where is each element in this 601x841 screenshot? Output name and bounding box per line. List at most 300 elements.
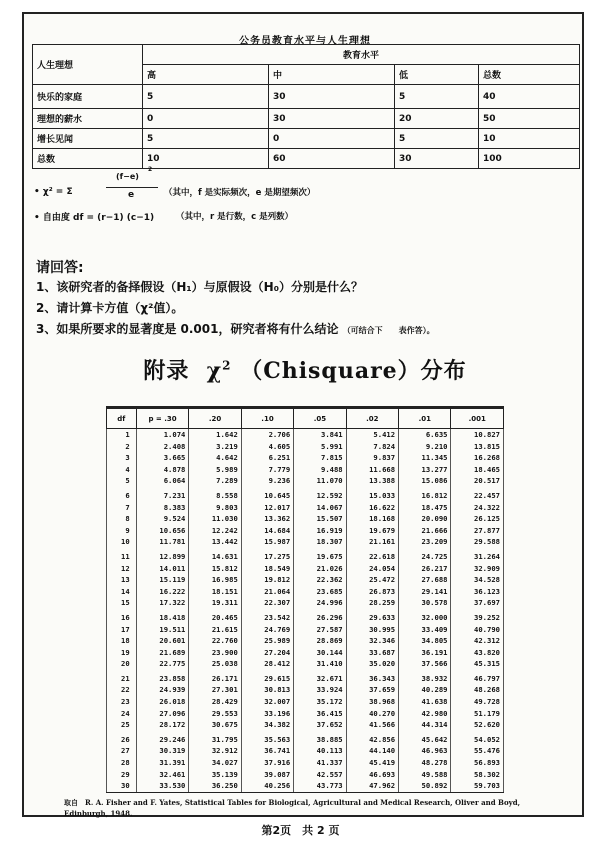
question-2: [36, 299, 183, 316]
chi-value-cell: 4.642: [189, 452, 241, 464]
chi-value-cell: 25.472: [346, 574, 398, 586]
chi-value-cell: 36.343: [346, 670, 398, 685]
chi-value-cell: 21.615: [189, 624, 241, 636]
chi-table-row: [107, 684, 504, 696]
chi-value-cell: 37.697: [451, 597, 504, 609]
chi-table-row: [107, 475, 504, 487]
chi-value-cell: 33.924: [294, 684, 346, 696]
chi-value-cell: 50.892: [399, 780, 451, 792]
chi-table-row: [107, 780, 504, 792]
df-cell: 13: [107, 574, 137, 586]
chi-table-row: [107, 548, 504, 563]
df-cell: 14: [107, 586, 137, 598]
df-cell: 8: [107, 513, 137, 525]
table-cell: 60: [269, 149, 395, 169]
chi-value-cell: 34.528: [451, 574, 504, 586]
table-cell: 50: [479, 109, 580, 129]
chi-value-cell: 12.899: [136, 548, 189, 563]
chi-value-cell: 30.144: [294, 647, 346, 659]
chi-value-cell: 7.289: [189, 475, 241, 487]
df-cell: 29: [107, 769, 137, 781]
column-header: 低: [395, 65, 479, 85]
chi-value-cell: 33.687: [346, 647, 398, 659]
chi-value-cell: 13.388: [346, 475, 398, 487]
chi-value-cell: 46.693: [346, 769, 398, 781]
chi-value-cell: 38.885: [294, 731, 346, 746]
chi-value-cell: 9.803: [189, 502, 241, 514]
chi-value-cell: 15.507: [294, 513, 346, 525]
chi-value-cell: 18.465: [451, 464, 504, 476]
chi-value-cell: 23.858: [136, 670, 189, 685]
chi-value-cell: 45.642: [399, 731, 451, 746]
chi-value-cell: 4.605: [241, 441, 293, 453]
chi-value-cell: 22.760: [189, 635, 241, 647]
chi-value-cell: 11.781: [136, 536, 189, 548]
chi-table-row: [107, 719, 504, 731]
chi-value-cell: 35.020: [346, 658, 398, 670]
question-1: [36, 278, 363, 295]
chi-value-cell: 9.236: [241, 475, 293, 487]
table-row: [33, 149, 580, 169]
chi-value-cell: 14.067: [294, 502, 346, 514]
chi-value-cell: 25.989: [241, 635, 293, 647]
chi-value-cell: 48.268: [451, 684, 504, 696]
chi-symbol: χ: [206, 358, 223, 384]
chi-table-row: [107, 441, 504, 453]
df-cell: 11: [107, 548, 137, 563]
source-citation: 取自 R. A. Fisher and F. Yates, Statistical Tables for Biological, Agricultural and Medical Research, Oliver and Boyd, Edinburgh, 1948.: [64, 798, 521, 818]
chi-value-cell: 40.256: [241, 780, 293, 792]
chi-value-cell: 22.362: [294, 574, 346, 586]
chi-value-cell: 13.442: [189, 536, 241, 548]
chi-value-cell: 18.151: [189, 586, 241, 598]
chi-value-cell: 4.878: [136, 464, 189, 476]
chi-value-cell: 20.465: [189, 609, 241, 624]
table-row: [33, 129, 580, 149]
chi-value-cell: 3.665: [136, 452, 189, 464]
chi-value-cell: 48.278: [399, 757, 451, 769]
chi-value-cell: 19.812: [241, 574, 293, 586]
question-text: 2、请计算卡方值（χ²值）。: [36, 301, 184, 315]
chi-table-row: [107, 658, 504, 670]
chi-value-cell: 11.070: [294, 475, 346, 487]
chi-value-cell: 18.475: [399, 502, 451, 514]
appendix-title: [24, 354, 586, 385]
df-cell: 30: [107, 780, 137, 792]
formula-denominator: e: [128, 190, 135, 200]
chi-value-cell: 3.841: [294, 429, 346, 441]
chi-table-row: [107, 597, 504, 609]
chi-value-cell: 30.319: [136, 745, 189, 757]
chi-value-cell: 19.675: [294, 548, 346, 563]
chi-value-cell: 51.179: [451, 708, 504, 720]
chi-table-row: [107, 563, 504, 575]
chi-value-cell: 17.275: [241, 548, 293, 563]
df-formula: • 自由度 df = (r−1) (c−1): [34, 213, 155, 223]
chi-value-cell: 38.932: [399, 670, 451, 685]
chi-table-row: [107, 513, 504, 525]
chi-value-cell: 30.578: [399, 597, 451, 609]
chi-column-header: df: [107, 409, 137, 429]
chi-value-cell: 22.618: [346, 548, 398, 563]
chi-value-cell: 22.307: [241, 597, 293, 609]
chi-value-cell: 32.912: [189, 745, 241, 757]
formula-numerator: (f−e): [116, 172, 139, 181]
df-cell: 23: [107, 696, 137, 708]
chi-table-row: [107, 429, 504, 441]
chi-value-cell: 31.795: [189, 731, 241, 746]
chi-value-cell: 33.196: [241, 708, 293, 720]
chi-table-row: [107, 502, 504, 514]
chi-value-cell: 16.919: [294, 525, 346, 537]
chi-value-cell: 26.296: [294, 609, 346, 624]
chi-value-cell: 6.635: [399, 429, 451, 441]
formula-exponent: 2: [148, 166, 153, 173]
chi-column-header: .001: [451, 409, 504, 429]
chi-value-cell: 24.769: [241, 624, 293, 636]
chi-value-cell: 24.725: [399, 548, 451, 563]
chi-value-cell: 13.362: [241, 513, 293, 525]
chi-value-cell: 36.415: [294, 708, 346, 720]
chi-value-cell: 37.652: [294, 719, 346, 731]
chi-value-cell: 58.302: [451, 769, 504, 781]
chi-table-row: [107, 464, 504, 476]
chi-value-cell: 36.123: [451, 586, 504, 598]
column-header: 中: [269, 65, 395, 85]
chi-value-cell: 23.542: [241, 609, 293, 624]
chi-value-cell: 13.815: [451, 441, 504, 453]
df-cell: 7: [107, 502, 137, 514]
chi-table-row: [107, 647, 504, 659]
df-cell: 26: [107, 731, 137, 746]
chi-formula-lhs: • χ² = Σ: [34, 187, 73, 197]
chi-value-cell: 22.457: [451, 487, 504, 502]
table-header-row: [33, 45, 580, 65]
chi-value-cell: 8.558: [189, 487, 241, 502]
questions-heading: 请回答:: [36, 260, 84, 276]
chi-value-cell: 36.741: [241, 745, 293, 757]
df-cell: 17: [107, 624, 137, 636]
appendix-suffix: （Chisquare）分布: [240, 358, 467, 384]
chi-value-cell: 19.311: [189, 597, 241, 609]
chi-value-cell: 55.476: [451, 745, 504, 757]
chi-superscript: 2: [222, 358, 232, 373]
chi-value-cell: 33.530: [136, 780, 189, 792]
df-cell: 6: [107, 487, 137, 502]
df-cell: 25: [107, 719, 137, 731]
chi-value-cell: 7.815: [294, 452, 346, 464]
table-title: 公务员教育水平与人生理想: [239, 36, 371, 47]
chi-value-cell: 12.242: [189, 525, 241, 537]
chi-table-body: [107, 429, 504, 792]
chi-value-cell: 45.315: [451, 658, 504, 670]
chi-value-cell: 11.345: [399, 452, 451, 464]
chi-table-row: [107, 536, 504, 548]
chi-value-cell: 2.706: [241, 429, 293, 441]
chi-value-cell: 15.119: [136, 574, 189, 586]
chi-value-cell: 12.017: [241, 502, 293, 514]
fraction-bar: [106, 187, 158, 188]
chi-value-cell: 35.139: [189, 769, 241, 781]
chi-table-row: [107, 624, 504, 636]
chi-value-cell: 34.382: [241, 719, 293, 731]
chi-value-cell: 23.900: [189, 647, 241, 659]
row-label: 增长见闻: [33, 129, 143, 149]
chi-value-cell: 37.916: [241, 757, 293, 769]
table-cell: 5: [143, 129, 269, 149]
chi-value-cell: 40.113: [294, 745, 346, 757]
chi-value-cell: 33.409: [399, 624, 451, 636]
chi-value-cell: 6.251: [241, 452, 293, 464]
chi-value-cell: 40.270: [346, 708, 398, 720]
chi-value-cell: 42.312: [451, 635, 504, 647]
chi-value-cell: 22.775: [136, 658, 189, 670]
chi-value-cell: 3.219: [189, 441, 241, 453]
chi-value-cell: 37.566: [399, 658, 451, 670]
chi-value-cell: 27.688: [399, 574, 451, 586]
chi-value-cell: 15.033: [346, 487, 398, 502]
chi-value-cell: 15.812: [189, 563, 241, 575]
chi-value-cell: 43.820: [451, 647, 504, 659]
question-text: 1、该研究者的备择假设（H₁）与原假设（H₀）分别是什么？: [36, 280, 363, 294]
chi-value-cell: 42.856: [346, 731, 398, 746]
chi-value-cell: 28.429: [189, 696, 241, 708]
chi-value-cell: 31.410: [294, 658, 346, 670]
row-label: 快乐的家庭: [33, 85, 143, 109]
chi-value-cell: 14.684: [241, 525, 293, 537]
chi-value-cell: 30.995: [346, 624, 398, 636]
column-header: 总数: [479, 65, 580, 85]
chi-value-cell: 14.011: [136, 563, 189, 575]
chi-value-cell: 1.642: [189, 429, 241, 441]
chi-value-cell: 52.620: [451, 719, 504, 731]
chi-value-cell: 31.391: [136, 757, 189, 769]
row-label: 总数: [33, 149, 143, 169]
chi-value-cell: 29.553: [189, 708, 241, 720]
chi-value-cell: 46.963: [399, 745, 451, 757]
table-cell: 5: [143, 85, 269, 109]
chi-value-cell: 2.408: [136, 441, 189, 453]
table-cell: 30: [269, 109, 395, 129]
chi-value-cell: 36.191: [399, 647, 451, 659]
df-cell: 2: [107, 441, 137, 453]
chi-table-row: [107, 745, 504, 757]
table-cell: 0: [143, 109, 269, 129]
chi-value-cell: 16.985: [189, 574, 241, 586]
chi-value-cell: 15.987: [241, 536, 293, 548]
chi-value-cell: 16.812: [399, 487, 451, 502]
chi-value-cell: 18.307: [294, 536, 346, 548]
chi-value-cell: 36.250: [189, 780, 241, 792]
table-cell: 30: [269, 85, 395, 109]
chi-value-cell: 35.563: [241, 731, 293, 746]
table-cell: 10: [143, 149, 269, 169]
df-cell: 9: [107, 525, 137, 537]
chi-value-cell: 18.168: [346, 513, 398, 525]
chi-value-cell: 21.689: [136, 647, 189, 659]
chi-value-cell: 29.633: [346, 609, 398, 624]
chi-value-cell: 18.549: [241, 563, 293, 575]
chi-column-header: .10: [241, 409, 293, 429]
chi-value-cell: 16.622: [346, 502, 398, 514]
chi-table-row: [107, 708, 504, 720]
df-cell: 1: [107, 429, 137, 441]
chi-value-cell: 28.869: [294, 635, 346, 647]
chi-value-cell: 9.524: [136, 513, 189, 525]
chi-value-cell: 23.209: [399, 536, 451, 548]
chi-value-cell: 26.018: [136, 696, 189, 708]
chi-value-cell: 46.797: [451, 670, 504, 685]
appendix-prefix: 附录: [143, 358, 190, 384]
chi-value-cell: 27.096: [136, 708, 189, 720]
chi-table-row: [107, 769, 504, 781]
chi-value-cell: 27.204: [241, 647, 293, 659]
chi-value-cell: 21.026: [294, 563, 346, 575]
chi-value-cell: 41.638: [399, 696, 451, 708]
df-cell: 22: [107, 684, 137, 696]
table-cell: 5: [395, 85, 479, 109]
chi-value-cell: 7.231: [136, 487, 189, 502]
df-cell: 20: [107, 658, 137, 670]
table-row: [33, 109, 580, 129]
table-cell: 30: [395, 149, 479, 169]
exam-page: [22, 12, 584, 817]
chi-value-cell: 7.824: [346, 441, 398, 453]
chi-value-cell: 20.517: [451, 475, 504, 487]
chi-value-cell: 11.030: [189, 513, 241, 525]
df-cell: 24: [107, 708, 137, 720]
df-cell: 12: [107, 563, 137, 575]
chi-table-row: [107, 757, 504, 769]
chi-value-cell: 23.685: [294, 586, 346, 598]
chi-value-cell: 6.064: [136, 475, 189, 487]
page-footer: 第2页 共 2 页: [261, 824, 340, 837]
chi-value-cell: 5.991: [294, 441, 346, 453]
chi-value-cell: 35.172: [294, 696, 346, 708]
df-cell: 5: [107, 475, 137, 487]
chi-value-cell: 42.557: [294, 769, 346, 781]
chi-value-cell: 16.222: [136, 586, 189, 598]
chi-value-cell: 30.675: [189, 719, 241, 731]
chi-value-cell: 40.790: [451, 624, 504, 636]
df-cell: 18: [107, 635, 137, 647]
chi-value-cell: 42.980: [399, 708, 451, 720]
row-header-cell: 人生理想: [33, 45, 143, 85]
chi-value-cell: 56.893: [451, 757, 504, 769]
chi-value-cell: 29.141: [399, 586, 451, 598]
chi-value-cell: 20.601: [136, 635, 189, 647]
chi-square-table-frame: [106, 406, 504, 793]
chi-value-cell: 32.000: [399, 609, 451, 624]
chi-value-cell: 32.007: [241, 696, 293, 708]
chi-value-cell: 31.264: [451, 548, 504, 563]
df-formula-note: （其中，r 是行数，c 是列数）: [176, 212, 294, 222]
chi-value-cell: 5.989: [189, 464, 241, 476]
chi-value-cell: 39.252: [451, 609, 504, 624]
chi-value-cell: 19.511: [136, 624, 189, 636]
chi-value-cell: 41.566: [346, 719, 398, 731]
df-cell: 21: [107, 670, 137, 685]
chi-value-cell: 10.656: [136, 525, 189, 537]
chi-value-cell: 24.996: [294, 597, 346, 609]
row-label: 理想的薪水: [33, 109, 143, 129]
df-cell: 28: [107, 757, 137, 769]
chi-value-cell: 27.877: [451, 525, 504, 537]
column-header: 高: [143, 65, 269, 85]
table-cell: 0: [269, 129, 395, 149]
chi-value-cell: 9.210: [399, 441, 451, 453]
chi-value-cell: 26.125: [451, 513, 504, 525]
chi-column-header: .01: [399, 409, 451, 429]
chi-value-cell: 32.346: [346, 635, 398, 647]
table-cell: 100: [479, 149, 580, 169]
chi-value-cell: 47.962: [346, 780, 398, 792]
chi-table-row: [107, 525, 504, 537]
chi-value-cell: 39.087: [241, 769, 293, 781]
chi-value-cell: 41.337: [294, 757, 346, 769]
chi-value-cell: 12.592: [294, 487, 346, 502]
chi-value-cell: 59.703: [451, 780, 504, 792]
table-row: [33, 85, 580, 109]
chi-header-row: [107, 409, 504, 429]
chi-value-cell: 43.773: [294, 780, 346, 792]
table-cell: 40: [479, 85, 580, 109]
chi-value-cell: 1.074: [136, 429, 189, 441]
chi-value-cell: 27.587: [294, 624, 346, 636]
chi-value-cell: 10.827: [451, 429, 504, 441]
chi-value-cell: 7.779: [241, 464, 293, 476]
chi-value-cell: 24.939: [136, 684, 189, 696]
chi-value-cell: 30.813: [241, 684, 293, 696]
chi-value-cell: 17.322: [136, 597, 189, 609]
chi-value-cell: 34.805: [399, 635, 451, 647]
chi-value-cell: 37.659: [346, 684, 398, 696]
group-header-cell: 教育水平: [143, 45, 580, 65]
chi-table-row: [107, 696, 504, 708]
chi-value-cell: 32.909: [451, 563, 504, 575]
chi-value-cell: 32.461: [136, 769, 189, 781]
question-note: （可结合下 表作答）。: [342, 326, 435, 335]
chi-value-cell: 8.383: [136, 502, 189, 514]
chi-table-row: [107, 452, 504, 464]
education-ideal-table: [32, 44, 580, 169]
df-cell: 19: [107, 647, 137, 659]
chi-value-cell: 38.968: [346, 696, 398, 708]
chi-value-cell: 16.268: [451, 452, 504, 464]
chi-table-row: [107, 609, 504, 624]
chi-value-cell: 54.052: [451, 731, 504, 746]
table-cell: 20: [395, 109, 479, 129]
chi-value-cell: 13.277: [399, 464, 451, 476]
table-cell: 10: [479, 129, 580, 149]
chi-value-cell: 11.668: [346, 464, 398, 476]
chi-value-cell: 15.086: [399, 475, 451, 487]
chi-square-table: [106, 408, 504, 792]
chi-table-row: [107, 487, 504, 502]
chi-value-cell: 44.314: [399, 719, 451, 731]
df-cell: 16: [107, 609, 137, 624]
chi-value-cell: 20.090: [399, 513, 451, 525]
chi-value-cell: 28.259: [346, 597, 398, 609]
chi-value-cell: 28.172: [136, 719, 189, 731]
chi-value-cell: 29.588: [451, 536, 504, 548]
chi-value-cell: 49.588: [399, 769, 451, 781]
chi-value-cell: 49.728: [451, 696, 504, 708]
chi-value-cell: 40.289: [399, 684, 451, 696]
chi-table-row: [107, 731, 504, 746]
chi-value-cell: 26.873: [346, 586, 398, 598]
df-cell: 10: [107, 536, 137, 548]
